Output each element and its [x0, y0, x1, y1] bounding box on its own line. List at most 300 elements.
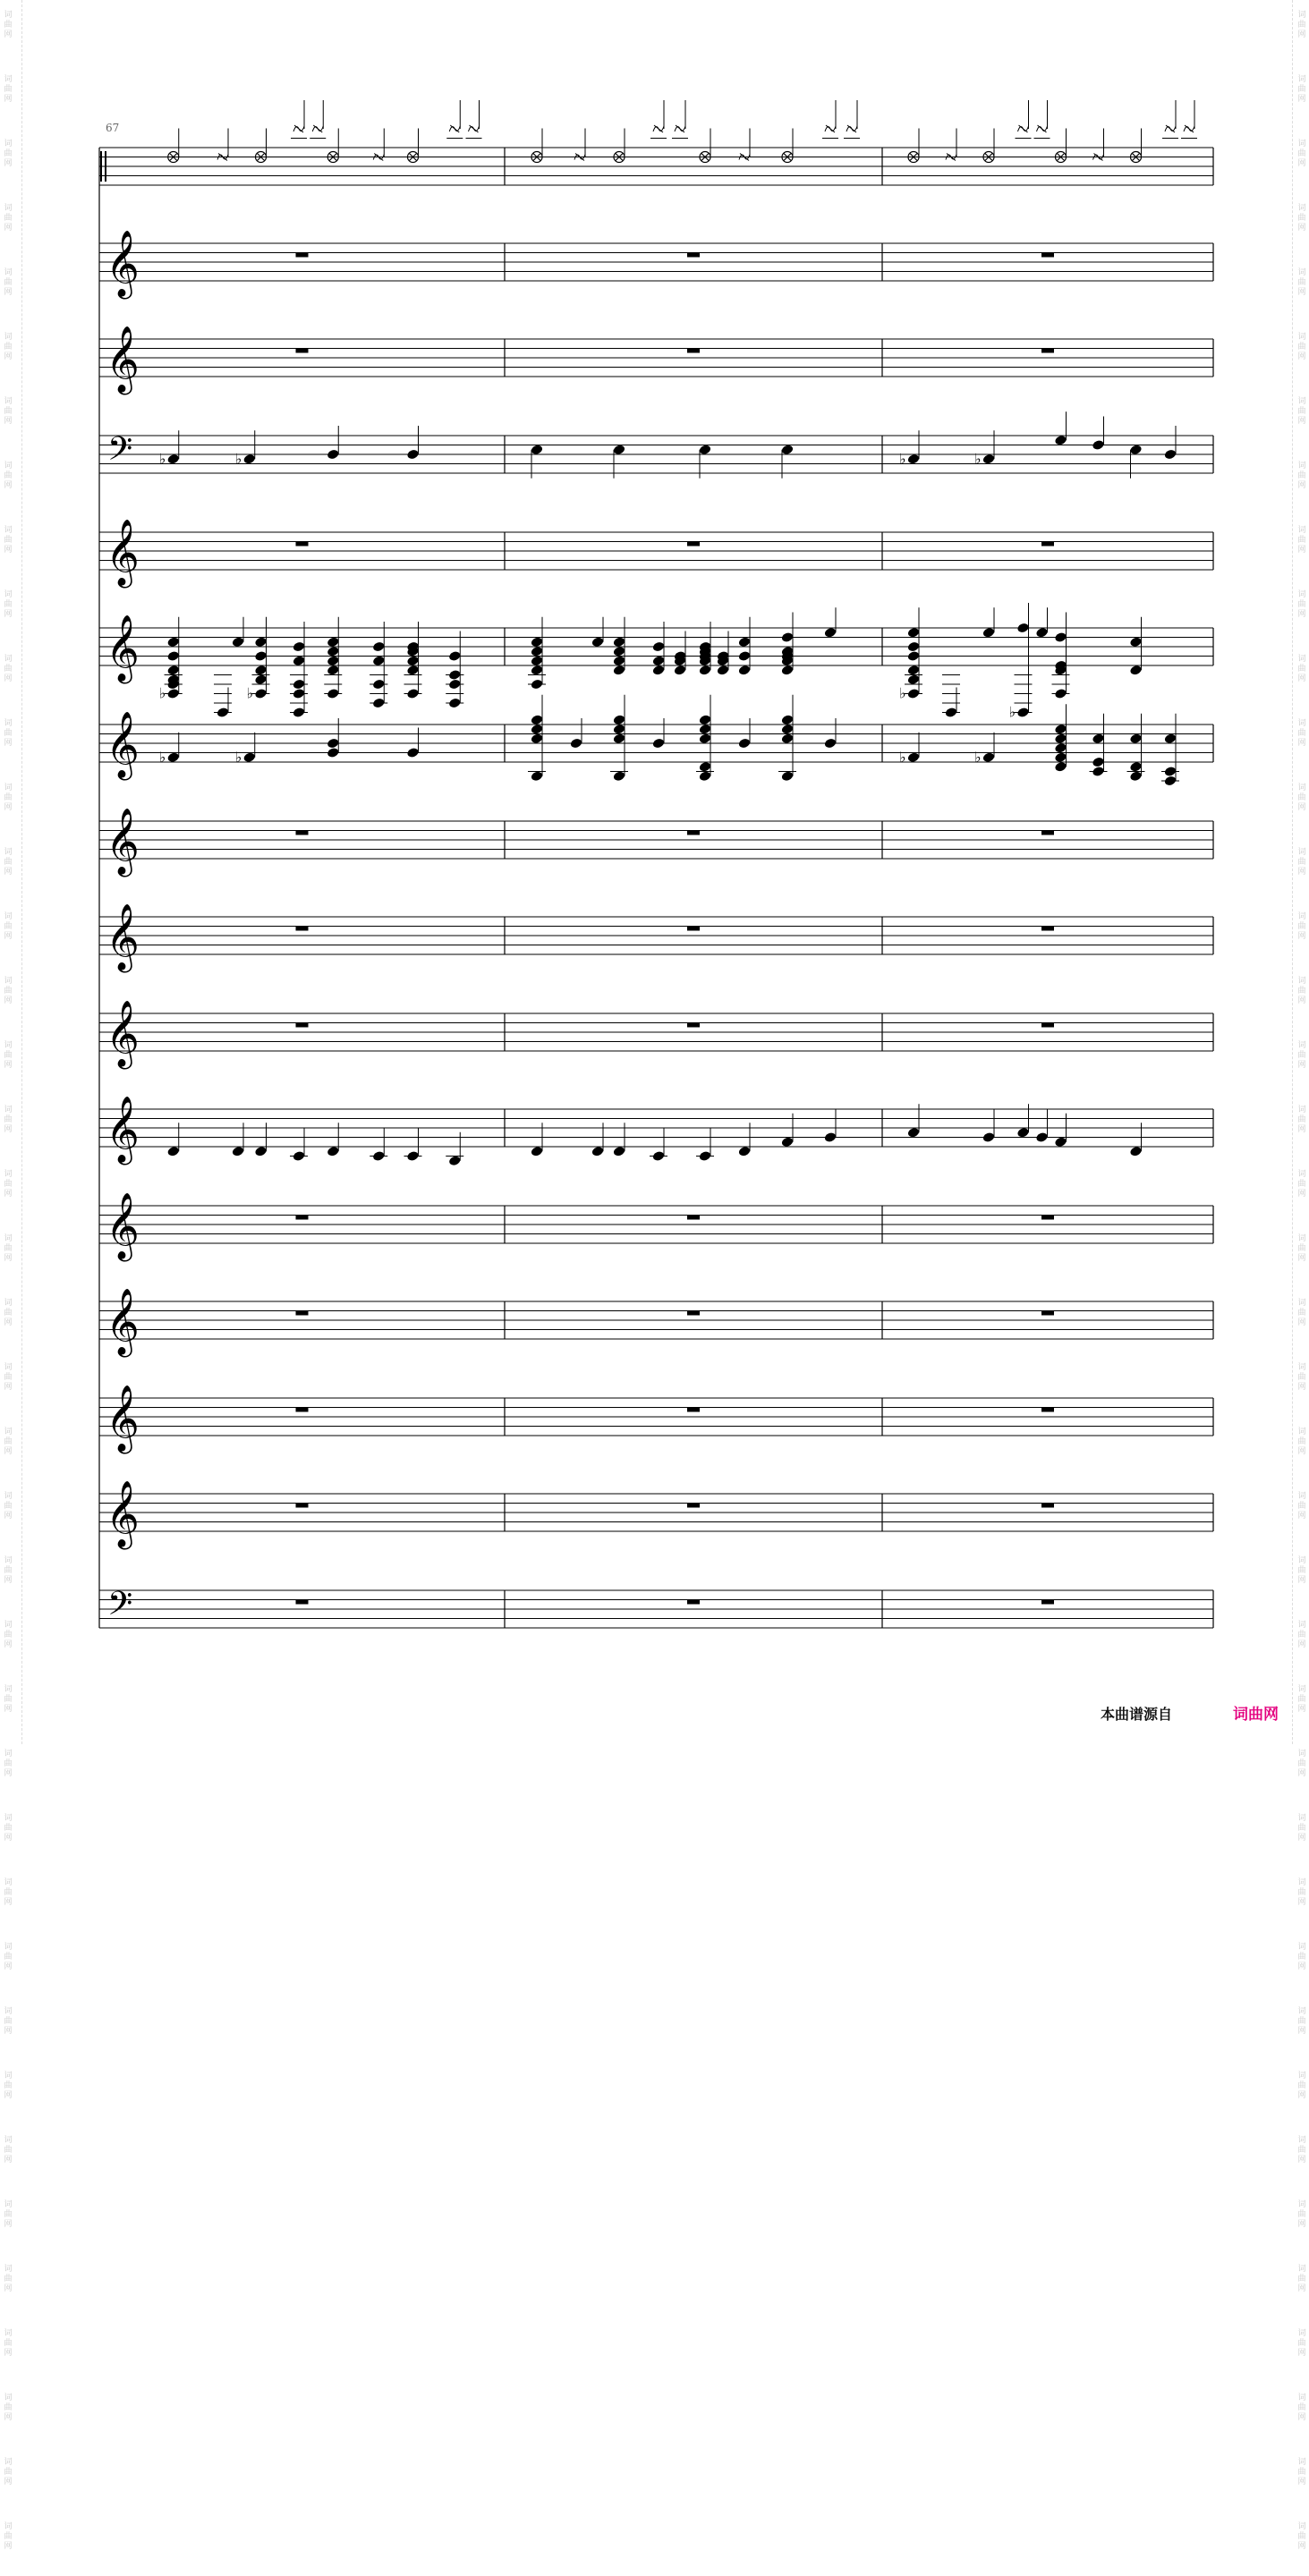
watermark-glyph: 词: [1297, 268, 1306, 277]
watermark-glyph: 词: [4, 1106, 13, 1114]
watermark-glyph: 曲: [4, 922, 13, 931]
watermark-glyph: 词: [4, 2007, 13, 2016]
watermark-glyph: 曲: [4, 278, 13, 287]
watermark-glyph: 词: [1297, 75, 1306, 84]
watermark-glyph: 词: [1297, 1943, 1306, 1952]
chord-notehead: [232, 636, 245, 648]
watermark-glyph: 词: [4, 1234, 13, 1243]
whole-rest: [1041, 831, 1054, 835]
watermark-glyph: 词: [4, 977, 13, 986]
chord-notehead: [1054, 631, 1067, 643]
chord-notehead: [982, 751, 996, 763]
chord-notehead: [1129, 665, 1143, 676]
watermark-glyph: 词: [4, 2200, 13, 2209]
watermark-glyph-group: [1296, 2512, 1308, 2576]
watermark-glyph: 词: [1297, 526, 1306, 535]
chord-notehead: [217, 707, 230, 718]
slash-notehead: [470, 125, 479, 132]
watermark-glyph: 曲: [4, 2017, 13, 2026]
watermark-glyph: 曲: [1297, 149, 1306, 158]
watermark-glyph: 网: [4, 1898, 13, 1907]
chord-notehead: [652, 641, 666, 653]
bass-notehead: [1092, 439, 1105, 451]
melody-notehead: [824, 1131, 837, 1143]
bass-clef-icon: 𝄢: [107, 430, 133, 476]
watermark-glyph: 曲: [4, 214, 13, 223]
watermark-glyph-group: [1296, 2190, 1308, 2254]
melody-notehead: [738, 1146, 752, 1157]
footer-brand-link[interactable]: 词曲网: [1233, 1706, 1279, 1724]
chord-notehead: [166, 665, 180, 676]
watermark-glyph: 词: [1297, 1041, 1306, 1050]
chord-notehead: [327, 636, 340, 648]
whole-rest: [687, 927, 700, 931]
watermark-glyph-group: [1296, 1996, 1308, 2061]
chord-notehead: [242, 751, 256, 763]
flat-accidental-icon: ♭: [158, 684, 166, 702]
watermark-glyph: 网: [1297, 2156, 1306, 2165]
watermark-glyph-group: [2, 2190, 14, 2254]
watermark-glyph: 曲: [1297, 21, 1306, 30]
watermark-glyph: 词: [1297, 397, 1306, 406]
chord-notehead: [531, 724, 544, 735]
watermark-glyph: 曲: [4, 1631, 13, 1640]
watermark-glyph: 词: [4, 462, 13, 470]
watermark-glyph: 网: [1297, 95, 1306, 104]
chord-notehead: [1092, 757, 1105, 768]
watermark-glyph: 词: [4, 2265, 13, 2274]
melody-notehead: [327, 1146, 340, 1157]
chord-notehead: [372, 655, 386, 666]
watermark-glyph: 词: [4, 2329, 13, 2338]
bass-notehead: [613, 444, 626, 455]
watermark-glyph: 曲: [1297, 1373, 1306, 1382]
watermark-glyph: 词: [4, 655, 13, 664]
watermark-glyph: 曲: [1297, 600, 1306, 609]
watermark-glyph-group: [2, 2512, 14, 2576]
watermark-glyph: 词: [4, 1685, 13, 1694]
melody-notehead: [613, 1146, 626, 1157]
whole-rest: [1041, 1408, 1054, 1412]
watermark-glyph: 网: [1297, 1962, 1306, 1971]
watermark-glyph: 网: [4, 30, 13, 39]
watermark-glyph: 网: [4, 803, 13, 812]
chord-notehead: [591, 636, 605, 648]
watermark-glyph: 曲: [1297, 2468, 1306, 2477]
melody-notehead: [372, 1150, 386, 1162]
watermark-glyph: 词: [1297, 2072, 1306, 2080]
watermark-glyph: 网: [1297, 1769, 1306, 1778]
watermark-glyph: 网: [1297, 1318, 1306, 1327]
watermark-glyph: 网: [1297, 1383, 1306, 1392]
watermark-glyph: 词: [1297, 848, 1306, 857]
whole-rest: [296, 349, 309, 353]
slash-notehead: [1166, 125, 1175, 132]
whole-rest: [687, 831, 700, 835]
watermark-glyph: 词: [1297, 2265, 1306, 2274]
chord-notehead: [699, 714, 712, 725]
melody-notehead: [982, 1131, 996, 1143]
chord-notehead: [254, 636, 268, 648]
watermark-glyph: 网: [1297, 739, 1306, 748]
watermark-glyph: 词: [4, 1621, 13, 1630]
watermark-glyph: 词: [1297, 140, 1306, 148]
chord-notehead: [738, 636, 752, 648]
watermark-glyph: 网: [4, 1512, 13, 1521]
chord-notehead: [531, 714, 544, 725]
watermark-glyph: 网: [1297, 1834, 1306, 1843]
watermark-glyph: 曲: [1297, 1051, 1306, 1060]
watermark-glyph: 曲: [1297, 2275, 1306, 2284]
whole-rest: [687, 542, 700, 547]
watermark-glyph: 网: [4, 2091, 13, 2100]
chord-notehead: [738, 738, 752, 750]
flat-accidental-icon: ♭: [899, 684, 906, 702]
watermark-glyph-group: [1296, 1932, 1308, 1996]
watermark-glyph: 曲: [1297, 1115, 1306, 1124]
chord-notehead: [448, 679, 462, 691]
whole-rest: [1041, 927, 1054, 931]
chord-notehead: [613, 770, 626, 782]
flat-accidental-icon: ♭: [899, 748, 906, 766]
treble-clef-icon: 𝄞: [106, 1193, 140, 1259]
flat-accidental-icon: ♭: [899, 450, 906, 468]
watermark-glyph: 曲: [1297, 2339, 1306, 2348]
watermark-glyph: 网: [4, 1061, 13, 1070]
watermark-glyph-group: [1296, 1803, 1308, 1868]
chord-notehead: [327, 665, 340, 676]
watermark-glyph: 词: [1297, 1106, 1306, 1114]
watermark-glyph: 曲: [4, 85, 13, 94]
watermark-glyph-group: [2, 2254, 14, 2318]
chord-notehead: [1129, 770, 1143, 782]
chord-notehead: [254, 674, 268, 685]
watermark-glyph: 网: [4, 739, 13, 748]
chord-notehead: [738, 665, 752, 676]
chord-notehead: [781, 733, 795, 744]
watermark-glyph: 词: [1297, 333, 1306, 342]
watermark-glyph: 曲: [4, 1309, 13, 1318]
whole-rest: [1041, 349, 1054, 353]
watermark-glyph: 曲: [4, 2339, 13, 2348]
watermark-glyph: 词: [1297, 1428, 1306, 1436]
melody-notehead: [1016, 1127, 1030, 1139]
chord-notehead: [1054, 751, 1067, 763]
watermark-glyph: 曲: [4, 407, 13, 416]
chord-notehead: [293, 655, 306, 666]
watermark-glyph: 曲: [1297, 987, 1306, 996]
watermark-glyph: 网: [1297, 417, 1306, 426]
watermark-glyph: 网: [4, 2284, 13, 2293]
watermark-glyph: 词: [1297, 1750, 1306, 1758]
whole-rest: [1041, 1600, 1054, 1605]
bass-notehead: [166, 453, 180, 465]
watermark-glyph: 词: [4, 1170, 13, 1179]
watermark-glyph: 词: [1297, 2394, 1306, 2402]
watermark-glyph: 曲: [1297, 1566, 1306, 1575]
treble-clef-icon: 𝄞: [106, 615, 140, 682]
watermark-glyph: 曲: [4, 2275, 13, 2284]
watermark-glyph: 网: [4, 868, 13, 877]
bass-notehead: [1054, 435, 1067, 446]
watermark-glyph: 曲: [1297, 1824, 1306, 1833]
watermark-glyph: 网: [4, 2542, 13, 2551]
watermark-glyph: 网: [1297, 932, 1306, 941]
chord-notehead: [531, 679, 544, 691]
whole-rest: [687, 1023, 700, 1028]
slash-notehead: [1019, 125, 1028, 132]
chord-notehead: [907, 650, 921, 662]
watermark-glyph: 曲: [1297, 1180, 1306, 1189]
watermark-glyph: 词: [4, 1299, 13, 1308]
watermark-glyph: 网: [4, 1705, 13, 1714]
chord-notehead: [166, 751, 180, 763]
watermark-glyph: 网: [4, 352, 13, 361]
watermark-glyph: 网: [4, 224, 13, 233]
chord-notehead: [613, 724, 626, 735]
treble-clef-icon: 𝄞: [106, 809, 140, 875]
melody-notehead: [1054, 1136, 1067, 1148]
watermark-glyph: 曲: [4, 987, 13, 996]
watermark-glyph: 网: [1297, 288, 1306, 297]
watermark-glyph: 曲: [1297, 407, 1306, 416]
chord-notehead: [372, 679, 386, 691]
watermark-glyph: 词: [4, 2136, 13, 2145]
watermark-glyph: 曲: [1297, 214, 1306, 223]
watermark-glyph: 词: [1297, 462, 1306, 470]
watermark-glyph: 词: [4, 1943, 13, 1952]
chord-notehead: [1054, 761, 1067, 773]
watermark-glyph-group: [2, 2447, 14, 2512]
watermark-glyph: 词: [4, 2522, 13, 2531]
melody-notehead: [652, 1150, 666, 1162]
chord-notehead: [652, 665, 666, 676]
watermark-glyph: 网: [4, 1447, 13, 1456]
watermark-glyph: 曲: [1297, 922, 1306, 931]
watermark-glyph: 词: [4, 1750, 13, 1758]
chord-notehead: [1054, 742, 1067, 754]
watermark-glyph: 词: [1297, 1685, 1306, 1694]
watermark-glyph: 词: [4, 75, 13, 84]
watermark-glyph: 网: [1297, 803, 1306, 812]
watermark-glyph: 网: [4, 1318, 13, 1327]
watermark-glyph-group: [2, 2061, 14, 2125]
watermark-glyph-group: [1296, 2447, 1308, 2512]
treble-clef-icon: 𝄞: [106, 712, 140, 778]
watermark-glyph: 词: [4, 1878, 13, 1887]
watermark-glyph: 曲: [4, 1759, 13, 1768]
watermark-glyph: 网: [1297, 352, 1306, 361]
watermark-glyph: 网: [1297, 546, 1306, 555]
bass-notehead: [406, 449, 420, 461]
chord-notehead: [699, 761, 712, 773]
chord-notehead: [613, 665, 626, 676]
chord-notehead: [613, 733, 626, 744]
watermark-glyph: 词: [1297, 1814, 1306, 1823]
watermark-glyph: 曲: [1297, 471, 1306, 480]
bass-notehead: [781, 444, 795, 455]
watermark-glyph: 词: [4, 1556, 13, 1565]
melody-notehead: [781, 1136, 795, 1148]
melody-notehead: [907, 1127, 921, 1139]
treble-clef-icon: 𝄞: [106, 1097, 140, 1163]
watermark-glyph: 网: [1297, 1512, 1306, 1521]
watermark-glyph: 网: [4, 1576, 13, 1585]
watermark-glyph: 网: [1297, 2220, 1306, 2229]
watermark-glyph: 网: [4, 2156, 13, 2165]
watermark-glyph: 网: [4, 159, 13, 168]
watermark-glyph: 词: [4, 268, 13, 277]
whole-rest: [296, 542, 309, 547]
watermark-glyph-group: [1296, 1868, 1308, 1932]
watermark-glyph-group: [1296, 2125, 1308, 2190]
slash-notehead: [294, 125, 303, 132]
chord-notehead: [293, 641, 306, 653]
chord-notehead: [327, 688, 340, 699]
chord-notehead: [406, 747, 420, 758]
whole-rest: [1041, 253, 1054, 258]
flat-accidental-icon: ♭: [158, 450, 166, 468]
chord-notehead: [254, 665, 268, 676]
watermark-glyph: 曲: [4, 665, 13, 674]
treble-clef-icon: 𝄞: [106, 1481, 140, 1547]
chord-notehead: [406, 688, 420, 699]
whole-rest: [687, 1216, 700, 1220]
watermark-glyph-group: [2, 2318, 14, 2383]
watermark-glyph: 网: [1297, 2478, 1306, 2487]
watermark-glyph: 曲: [4, 1437, 13, 1446]
watermark-glyph: 曲: [1297, 2532, 1306, 2541]
watermark-glyph: 词: [4, 848, 13, 857]
watermark-glyph: 曲: [1297, 278, 1306, 287]
watermark-glyph: 网: [4, 1125, 13, 1134]
chord-notehead: [293, 688, 306, 699]
treble-clef-icon: 𝄞: [106, 1001, 140, 1067]
melody-notehead: [406, 1150, 420, 1162]
chord-notehead: [824, 627, 837, 639]
whole-rest: [687, 1600, 700, 1605]
chord-notehead: [531, 636, 544, 648]
watermark-glyph: 曲: [4, 1180, 13, 1189]
chord-notehead: [327, 738, 340, 750]
treble-clef-icon: 𝄞: [106, 520, 140, 586]
watermark-glyph: 网: [4, 288, 13, 297]
whole-rest: [687, 349, 700, 353]
watermark-glyph: 曲: [1297, 1244, 1306, 1253]
watermark-glyph: 网: [4, 610, 13, 619]
watermark-glyph: 网: [4, 1769, 13, 1778]
watermark-glyph: 词: [1297, 912, 1306, 921]
watermark-glyph-group: [2, 1803, 14, 1868]
watermark-glyph: 网: [1297, 1576, 1306, 1585]
watermark-glyph: 词: [4, 1041, 13, 1050]
watermark-glyph: 曲: [4, 1888, 13, 1897]
watermark-glyph: 词: [4, 1814, 13, 1823]
watermark-glyph: 词: [4, 526, 13, 535]
chord-notehead: [531, 665, 544, 676]
slash-notehead: [826, 125, 835, 132]
chord-notehead: [570, 738, 583, 750]
watermark-glyph: 词: [4, 333, 13, 342]
watermark-glyph: 词: [4, 11, 13, 20]
chord-notehead: [613, 655, 626, 666]
watermark-glyph: 曲: [1297, 1437, 1306, 1446]
chord-notehead: [293, 707, 306, 718]
watermark-glyph: 曲: [4, 471, 13, 480]
watermark-glyph: 曲: [4, 2146, 13, 2155]
watermark-glyph: 曲: [4, 1953, 13, 1962]
watermark-glyph: 曲: [4, 1115, 13, 1124]
watermark-glyph: 曲: [1297, 1953, 1306, 1962]
chord-notehead: [907, 674, 921, 685]
melody-notehead: [531, 1146, 544, 1157]
chord-notehead: [327, 646, 340, 657]
watermark-glyph: 曲: [4, 1502, 13, 1511]
measure-number: 67: [106, 122, 120, 134]
chord-notehead: [293, 679, 306, 691]
watermark-glyph: 曲: [4, 2081, 13, 2090]
watermark-glyph: 网: [1297, 1125, 1306, 1134]
chord-notehead: [699, 724, 712, 735]
watermark-glyph: 网: [4, 417, 13, 426]
watermark-glyph: 词: [1297, 1556, 1306, 1565]
watermark-glyph-group: [2, 1932, 14, 1996]
watermark-glyph: 词: [4, 1363, 13, 1372]
chord-notehead: [982, 627, 996, 639]
watermark-glyph: 曲: [4, 1244, 13, 1253]
chord-notehead: [907, 641, 921, 653]
watermark-glyph: 词: [4, 2072, 13, 2080]
melody-notehead: [1129, 1146, 1143, 1157]
watermark-glyph: 网: [1297, 2413, 1306, 2422]
watermark-glyph: 曲: [1297, 858, 1306, 867]
bass-notehead: [699, 444, 712, 455]
watermark-glyph: 词: [1297, 1299, 1306, 1308]
watermark-glyph: 网: [1297, 2284, 1306, 2293]
watermark-glyph: 词: [4, 140, 13, 148]
watermark-glyph: 网: [1297, 159, 1306, 168]
watermark-glyph: 词: [4, 1428, 13, 1436]
watermark-glyph: 网: [4, 1254, 13, 1263]
watermark-glyph: 网: [1297, 1447, 1306, 1456]
slash-notehead: [847, 125, 856, 132]
watermark-glyph-group: [1296, 2061, 1308, 2125]
watermark-glyph: 词: [1297, 11, 1306, 20]
chord-notehead: [1164, 766, 1177, 777]
whole-rest: [1041, 542, 1054, 547]
chord-notehead: [531, 770, 544, 782]
watermark-glyph: 词: [1297, 1170, 1306, 1179]
chord-notehead: [699, 733, 712, 744]
watermark-glyph: 词: [1297, 2136, 1306, 2145]
flat-accidental-icon: ♭: [234, 748, 242, 766]
chord-notehead: [907, 665, 921, 676]
watermark-glyph: 曲: [1297, 2017, 1306, 2026]
chord-notehead: [372, 641, 386, 653]
watermark-glyph: 词: [1297, 2522, 1306, 2531]
chord-notehead: [613, 714, 626, 725]
watermark-glyph: 曲: [1297, 343, 1306, 352]
watermark-glyph: 曲: [4, 21, 13, 30]
chord-notehead: [1054, 724, 1067, 735]
whole-rest: [1041, 1023, 1054, 1028]
watermark-glyph: 网: [1297, 1254, 1306, 1263]
whole-rest: [687, 1504, 700, 1508]
watermark-glyph: 曲: [4, 858, 13, 867]
watermark-glyph: 词: [4, 2458, 13, 2467]
chord-notehead: [717, 665, 730, 676]
bass-notehead: [907, 453, 921, 465]
